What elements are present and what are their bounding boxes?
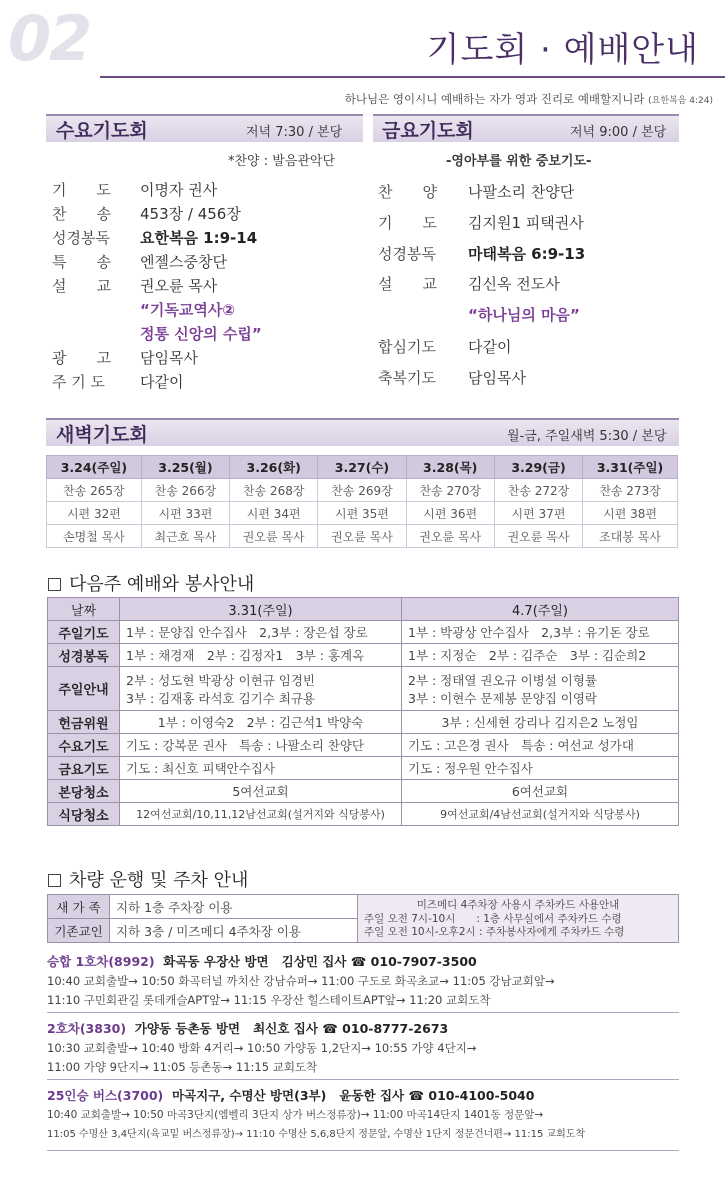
table-cell: 9여선교회/4남선교회(설거지와 식당봉사) — [402, 803, 679, 826]
hymn-cell: 찬송 265장 — [47, 479, 142, 502]
square-bullet-icon — [48, 874, 61, 887]
table-row — [48, 667, 679, 711]
program-value: 요한복음 1:9-14 — [140, 229, 258, 247]
program-value: 담임목사 — [468, 369, 526, 387]
table-cell: 기도 : 최신호 피택안수집사 — [120, 757, 402, 780]
date-cell: 3.24(주일) — [47, 456, 142, 479]
program-label: 축복기도 — [378, 369, 436, 387]
row-header: 금요기도 — [48, 757, 120, 780]
program-label: 설 교 — [52, 277, 111, 295]
table-row — [48, 734, 679, 757]
program-value: 엔젤스중창단 — [140, 253, 227, 271]
wednesday-time: 저녁 7:30 / 본당 — [246, 125, 343, 140]
table-cell: 기도 : 고은경 권사 특송 : 여선교 성가대 — [402, 734, 679, 757]
program-label: 기 도 — [52, 181, 111, 199]
table-row — [47, 525, 678, 548]
program-value: 김신옥 전도사 — [468, 275, 560, 293]
program-label: 찬 양 — [378, 183, 437, 201]
pastor-cell: 손명철 목사 — [47, 525, 142, 548]
parking-table — [47, 894, 679, 943]
row-header: 성경봉독 — [48, 644, 120, 667]
divider — [47, 1150, 679, 1151]
program-value: 나팔소리 찬양단 — [468, 183, 575, 201]
table-row — [48, 711, 679, 734]
table-row — [48, 780, 679, 803]
hymn-cell: 찬송 270장 — [406, 479, 494, 502]
row-header: 새 가 족 — [48, 895, 110, 919]
vehicle-heading: 차량 운행 및 주차 안내 — [48, 866, 248, 892]
table-row — [48, 598, 679, 621]
row-header: 본당청소 — [48, 780, 120, 803]
dawn-title: 새벽기도회 — [56, 424, 148, 446]
psalm-cell: 시편 38편 — [583, 502, 678, 525]
table-cell: 기도 : 정우원 안수집사 — [402, 757, 679, 780]
program-label: 합심기도 — [378, 338, 436, 356]
table-cell: 5여선교회 — [120, 780, 402, 803]
table-cell: 기도 : 강복문 권사 특송 : 나팔소리 찬양단 — [120, 734, 402, 757]
sermon-title: “하나님의 마음” — [468, 306, 580, 324]
page-number: 02 — [8, 2, 91, 75]
program-label: 찬 송 — [52, 205, 111, 223]
date-cell: 3.28(목) — [406, 456, 494, 479]
table-cell: 지하 3층 / 미즈메디 4주차장 이용 — [110, 919, 358, 943]
sermon-title: “기독교역사② — [140, 301, 236, 319]
psalm-cell: 시편 33편 — [141, 502, 229, 525]
date-cell: 3.31(주일) — [583, 456, 678, 479]
friday-time: 저녁 9:00 / 본당 — [570, 125, 667, 140]
friday-title: 금요기도회 — [382, 120, 474, 142]
program-label: 성경봉독 — [52, 229, 110, 247]
pastor-cell: 최근호 목사 — [141, 525, 229, 548]
table-cell: 12여선교회/10,11,12남선교회(설거지와 식당봉사) — [120, 803, 402, 826]
date-cell: 3.25(월) — [141, 456, 229, 479]
table-row — [48, 644, 679, 667]
table-row — [47, 456, 678, 479]
verse: 하나님은 영이시니 예배하는 자가 영과 진리로 예배할지니라 (요한복음 4:24) — [344, 92, 713, 106]
column-header: 4.7(주일) — [402, 598, 679, 621]
row-header: 주일안내 — [48, 667, 120, 711]
program-label: 특 송 — [52, 253, 111, 271]
parking-card-info: 미즈메디 4주차장 사용시 주차카드 사용안내 주일 오전 7시-10시 : 1층 사무실에서 주차카드 수령 주일 오전 10시-오후2시 : 주차봉사자에게 주차카드 수령 — [358, 895, 679, 943]
psalm-cell: 시편 35편 — [318, 502, 406, 525]
hymn-cell: 찬송 272장 — [494, 479, 582, 502]
program-value: 453장 / 456장 — [140, 205, 241, 223]
pastor-cell: 조대봉 목사 — [583, 525, 678, 548]
table-cell: 3부 : 신세현 강리나 김지은2 노정임 — [402, 711, 679, 734]
table-cell: 2부 : 정태열 권오규 이병설 이형률 3부 : 이현수 문제봉 문양집 이영락 — [402, 667, 679, 711]
page-title: 기도회 · 예배안내 — [426, 30, 699, 70]
wednesday-note: *찬양 : 발음관악단 — [228, 154, 336, 169]
table-cell: 지하 1층 주차장 이용 — [110, 895, 358, 919]
table-cell: 1부 : 문양집 안수집사 2,3부 : 장은섭 장로 — [120, 621, 402, 644]
program-label: 성경봉독 — [378, 245, 436, 263]
bus-route: 2호차(3830) 가양동 등촌동 방면 최신호 집사 ☎ 010-8777-2673 10:30 교회출발→ 10:40 방화 4거리→ 10:50 가양동 1,2단지→ 10:55 가양 4단지→ 11:00 가양 9단지→ 11:05 등촌동→ 11:15 교회도착 — [47, 1021, 477, 1074]
pastor-cell: 권오륜 목사 — [406, 525, 494, 548]
hymn-cell: 찬송 269장 — [318, 479, 406, 502]
sermon-title: 정통 신앙의 수립” — [140, 325, 262, 343]
psalm-cell: 시편 32편 — [47, 502, 142, 525]
pastor-cell: 권오륜 목사 — [230, 525, 318, 548]
row-header: 헌금위원 — [48, 711, 120, 734]
table-cell: 2부 : 성도현 박광상 이현규 임경빈 3부 : 김재홍 라석호 김기수 최규용 — [120, 667, 402, 711]
row-header: 수요기도 — [48, 734, 120, 757]
program-label: 광 고 — [52, 349, 111, 367]
bus-route: 승합 1호차(8992) 화곡동 우장산 방면 김상민 집사 ☎ 010-7907-3500 10:40 교회출발→ 10:50 화곡터널 까치산 강남슈퍼→ 11:00 구도로 화곡초교→ 11:05 강남교회앞→ 11:10 구민회관길 롯데캐슬APT앞→ 11:15 우장산 힐스테이트APT앞→ 11:20 교회도착 — [47, 954, 555, 1007]
table-row — [47, 502, 678, 525]
program-label: 기 도 — [378, 214, 437, 232]
table-cell: 1부 : 박광상 안수집사 2,3부 : 유기돈 장로 — [402, 621, 679, 644]
divider — [47, 1079, 679, 1080]
table-row — [48, 895, 679, 919]
row-header: 주일기도 — [48, 621, 120, 644]
table-cell: 1부 : 지정순 2부 : 김주순 3부 : 김순희2 — [402, 644, 679, 667]
program-label: 설 교 — [378, 275, 437, 293]
pastor-cell: 권오륜 목사 — [318, 525, 406, 548]
date-cell: 3.29(금) — [494, 456, 582, 479]
row-header: 기존교인 — [48, 919, 110, 943]
program-value: 다같이 — [468, 338, 512, 356]
date-cell: 3.26(화) — [230, 456, 318, 479]
row-header: 식당청소 — [48, 803, 120, 826]
table-row — [48, 757, 679, 780]
psalm-cell: 시편 37편 — [494, 502, 582, 525]
wednesday-title: 수요기도회 — [56, 120, 148, 142]
header-divider — [100, 76, 725, 78]
program-value: 권오륜 목사 — [140, 277, 218, 295]
column-header: 날짜 — [48, 598, 120, 621]
table-row — [48, 621, 679, 644]
pastor-cell: 권오륜 목사 — [494, 525, 582, 548]
dawn-time: 월-금, 주일새벽 5:30 / 본당 — [507, 429, 667, 444]
psalm-cell: 시편 36편 — [406, 502, 494, 525]
table-cell: 1부 : 이영숙2 2부 : 김근석1 박양숙 — [120, 711, 402, 734]
program-value: 다같이 — [140, 373, 184, 391]
column-header: 3.31(주일) — [120, 598, 402, 621]
program-value: 김지원1 피택권사 — [468, 214, 584, 232]
hymn-cell: 찬송 268장 — [230, 479, 318, 502]
program-value: 담임목사 — [140, 349, 198, 367]
program-value: 마태복음 6:9-13 — [468, 245, 586, 263]
service-table — [47, 597, 679, 826]
date-cell: 3.27(수) — [318, 456, 406, 479]
dawn-schedule-table — [46, 455, 678, 548]
psalm-cell: 시편 34편 — [230, 502, 318, 525]
bus-route: 25인승 버스(3700) 마곡지구, 수명산 방면(3부) 윤동한 집사 ☎ 010-4100-5040 10:40 교회출발→ 10:50 마곡3단지(엠벨리 3단지 상가 버스정류장)→ 11:00 마곡14단지 1401동 정문앞→ 11:05 수명산 3,4단지(육교밑 버스정류장)→ 11:10 수명산 5,6,8단지 정문앞, 수명산 1단지 정문건너편→ 11:15 교회도착 — [47, 1088, 586, 1140]
hymn-cell: 찬송 266장 — [141, 479, 229, 502]
divider — [47, 1012, 679, 1013]
square-bullet-icon — [48, 578, 61, 591]
table-row — [48, 803, 679, 826]
table-cell: 6여선교회 — [402, 780, 679, 803]
program-value: 이명자 권사 — [140, 181, 218, 199]
table-row — [47, 479, 678, 502]
table-cell: 1부 : 채경재 2부 : 김정자1 3부 : 홍계옥 — [120, 644, 402, 667]
next-week-heading: 다음주 예배와 봉사안내 — [48, 570, 254, 596]
friday-note: -영아부를 위한 중보기도- — [446, 154, 592, 169]
hymn-cell: 찬송 273장 — [583, 479, 678, 502]
program-label: 주 기 도 — [52, 373, 106, 391]
